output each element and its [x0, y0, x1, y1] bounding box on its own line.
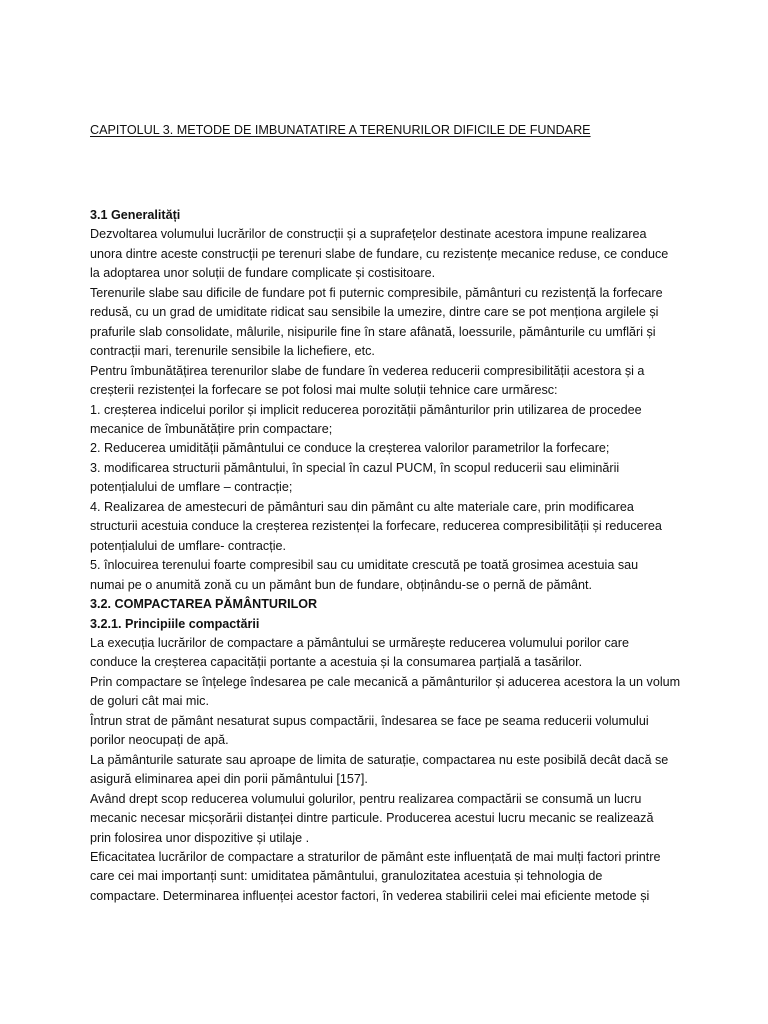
- text-line: Eficacitatea lucrărilor de compactare a straturilor de pământ este influențată de mai mulți factori printre: [90, 849, 661, 864]
- text-line: asigură eliminarea apei din porii pământului [157].: [90, 772, 368, 787]
- text-line: care cei mai importanți sunt: umiditatea pământului, granulozitatea acestuia și tehnologia de: [90, 869, 603, 884]
- chapter-title: CAPITOLUL 3. METODE DE IMBUNATATIRE A TERENURILOR DIFICILE DE FUNDARE: [90, 123, 591, 137]
- text-line: structurii acestuia conduce la creșterea rezistenței la forfecare, reducerea compresibilității și reducerea: [90, 519, 662, 534]
- text-line: la adoptarea unor soluții de fundare complicate și costisitoare.: [90, 266, 436, 281]
- text-line: 4. Realizarea de amestecuri de pământuri sau din pământ cu alte materiale care, prin modificarea: [90, 499, 634, 514]
- text-line: Dezvoltarea volumului lucrărilor de construcții și a suprafețelor destinate acestora impune realizarea: [90, 227, 647, 242]
- section-heading: 3.2. COMPACTAREA PĂMÂNTURILOR: [90, 597, 318, 612]
- section-heading: 3.2.1. Principiile compactării: [90, 616, 260, 631]
- text-line: compactare. Determinarea influenței acestor factori, în vederea stabilirii celei mai eficiente metode și: [90, 888, 650, 903]
- document-body: [90, 206, 686, 906]
- text-line: 2. Reducerea umidității pământului ce conduce la creșterea valorilor parametrilor la forfecare;: [90, 441, 610, 456]
- text-line: potențialului de umflare – contracție;: [90, 480, 293, 495]
- text-line: conduce la creșterea capacității portante a acestuia și la consumarea parțială a tasărilor.: [90, 655, 583, 670]
- text-line: prin folosirea unor dispozitive și utilaje .: [90, 830, 310, 845]
- text-line: mecanice de îmbunătățire prin compactare;: [90, 421, 333, 436]
- text-line: potențialului de umflare- contracție.: [90, 538, 287, 553]
- text-line: prafurile slab consolidate, mâlurile, nisipurile fine în stare afânată, loessurile, pământurile cu umflări și: [90, 324, 656, 339]
- text-line: 3. modificarea structurii pământului, în special în cazul PUCM, în scopul reducerii sau eliminării: [90, 460, 620, 475]
- text-line: 5. înlocuirea terenului foarte compresibil sau cu umiditate crescută pe toată grosimea acestuia sau: [90, 558, 639, 573]
- text-line: contracții mari, terenurile sensibile la lichefiere, etc.: [90, 344, 375, 359]
- text-line: numai pe o anumită zonă cu un pământ bun de fundare, obținându-se o pernă de pământ.: [90, 577, 593, 592]
- text-line: de goluri cât mai mic.: [90, 694, 209, 709]
- text-line: Întrun strat de pământ nesaturat supus compactării, îndesarea se face pe seama reducerii volumului: [90, 713, 649, 728]
- text-line: La execuția lucrărilor de compactare a pământului se urmărește reducerea volumului porilor care: [90, 635, 629, 650]
- text-line: La pământurile saturate sau aproape de limita de saturație, compactarea nu este posibilă decât dacă se: [90, 752, 669, 767]
- text-line: porilor neocupați de apă.: [90, 733, 229, 748]
- text-line: Terenurile slabe sau dificile de fundare pot fi puternic compresibile, pământuri cu rezistență la forfecare: [90, 285, 663, 300]
- text-line: Prin compactare se înțelege îndesarea pe cale mecanică a pământurilor și aducerea acestora la un volum: [90, 674, 681, 689]
- text-line: Pentru îmbunătățirea terenurilor slabe de fundare în vederea reducerii compresibilității acestora și a: [90, 363, 645, 378]
- text-line: redusă, cu un grad de umiditate ridicat sau sensibile la umezire, dintre care se pot menționa argilele și: [90, 305, 659, 320]
- text-line: mecanic necesar micșorării distanței dintre particule. Producerea acestui lucru mecanic se realizează: [90, 811, 654, 826]
- text-line: Având drept scop reducerea volumului golurilor, pentru realizarea compactării se consumă un lucru: [90, 791, 642, 806]
- text-line: unora dintre aceste construcții pe terenuri slabe de fundare, cu rezistențe mecanice reduse, ce conduce: [90, 246, 669, 261]
- text-line: 1. creșterea indicelui porilor și implicit reducerea porozității pământurilor prin utilizarea de procedee: [90, 402, 642, 417]
- section-heading: 3.1 Generalități: [90, 208, 181, 222]
- text-line: creșterii rezistenței la forfecare se pot folosi mai multe soluții tehnice care urmăresc:: [90, 383, 558, 398]
